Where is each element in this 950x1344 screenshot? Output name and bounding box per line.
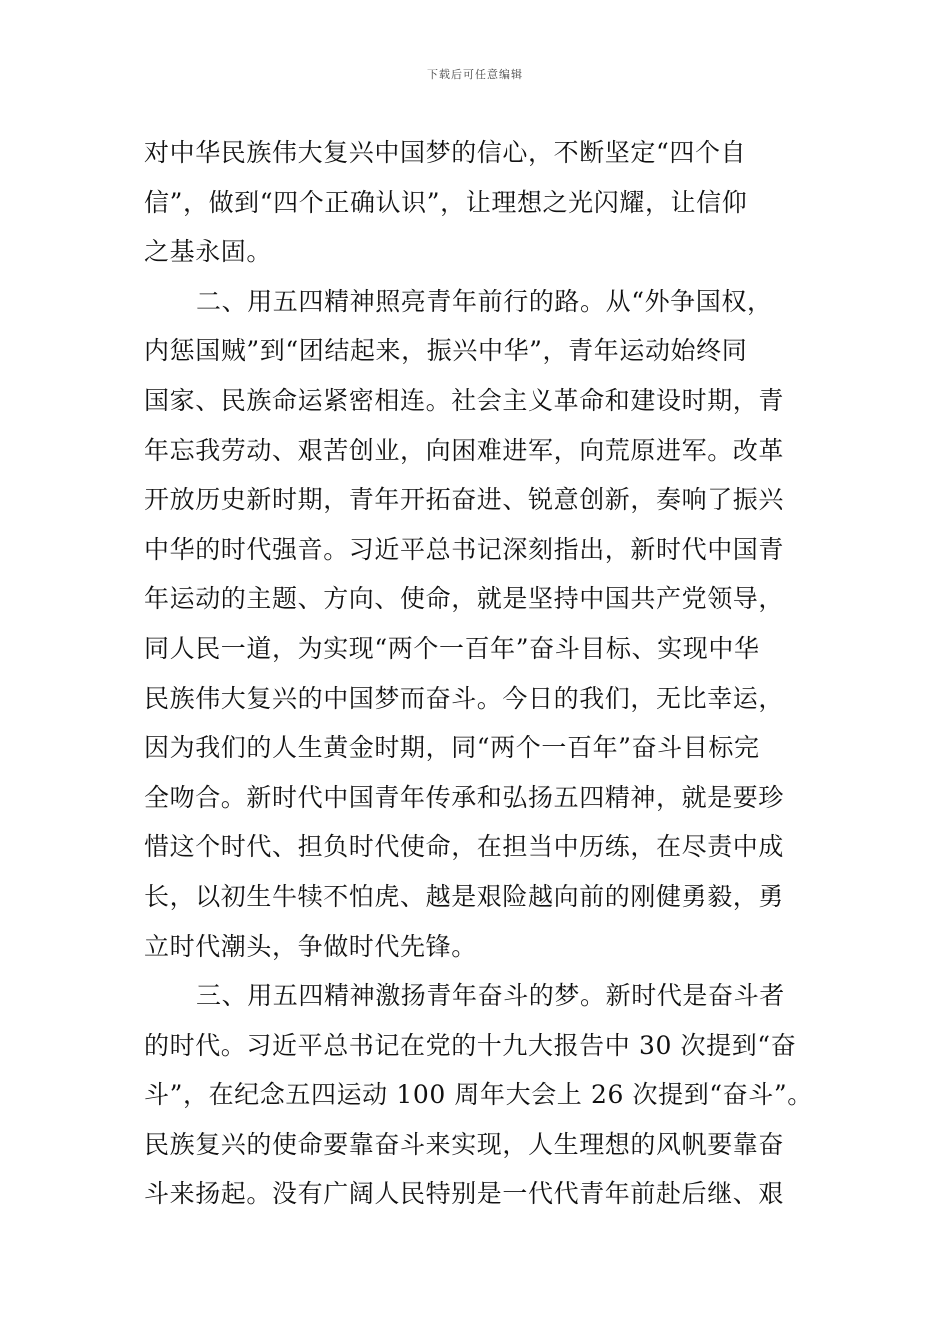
text-line: 民族伟大复兴的中国梦而奋斗。今日的我们，无比幸运，	[144, 683, 785, 713]
document-body	[144, 128, 834, 1219]
text-line: 年运动的主题、方向、使命，就是坚持中国共产党领导，	[144, 584, 785, 614]
text-line: 惜这个时代、担负时代使命，在担当中历练，在尽责中成	[144, 832, 785, 862]
text-line: 长，以初生牛犊不怕虎、越是艰险越向前的刚健勇毅，勇	[144, 881, 785, 911]
text-line: 国家、民族命运紧密相连。社会主义革命和建设时期，青	[144, 385, 785, 415]
text-line: 斗来扬起。没有广阔人民特别是一代代青年前赴后继、艰	[144, 1179, 785, 1209]
text-line: 内惩国贼”到“团结起来，振兴中华”，青年运动始终同	[144, 336, 748, 366]
text-line: 全吻合。新时代中国青年传承和弘扬五四精神，就是要珍	[144, 782, 785, 812]
text-line: 斗”，在纪念五四运动 100 周年大会上 26 次提到“奋斗”。	[144, 1080, 813, 1110]
text-line: 对中华民族伟大复兴中国梦的信心，不断坚定“四个自	[144, 138, 747, 167]
text-line: 民族复兴的使命要靠奋斗来实现，人生理想的风帆要靠奋	[144, 1129, 785, 1159]
page-header-note: 下载后可任意编辑	[427, 68, 523, 81]
text-line: 年忘我劳动、艰苦创业，向困难进军，向荒原进军。改革	[144, 435, 785, 465]
paragraph-start-line: 二、用五四精神照亮青年前行的路。从“外争国权，	[196, 286, 773, 316]
text-line: 之基永固。	[144, 237, 273, 267]
text-line: 信”，做到“四个正确认识”，让理想之光闪耀，让信仰	[144, 187, 748, 217]
text-line: 的时代。习近平总书记在党的十九大报告中 30 次提到“奋	[144, 1030, 797, 1060]
paragraph-start-line: 三、用五四精神激扬青年奋斗的梦。新时代是奋斗者	[196, 981, 785, 1011]
text-line: 开放历史新时期，青年开拓奋进、锐意创新，奏响了振兴	[144, 485, 785, 515]
text-line: 同人民一道，为实现“两个一百年”奋斗目标、实现中华	[144, 633, 760, 663]
text-line: 中华的时代强音。习近平总书记深刻指出，新时代中国青	[144, 534, 785, 564]
text-line: 立时代潮头，争做时代先锋。	[144, 931, 477, 961]
text-line: 因为我们的人生黄金时期，同“两个一百年”奋斗目标完	[144, 733, 760, 763]
